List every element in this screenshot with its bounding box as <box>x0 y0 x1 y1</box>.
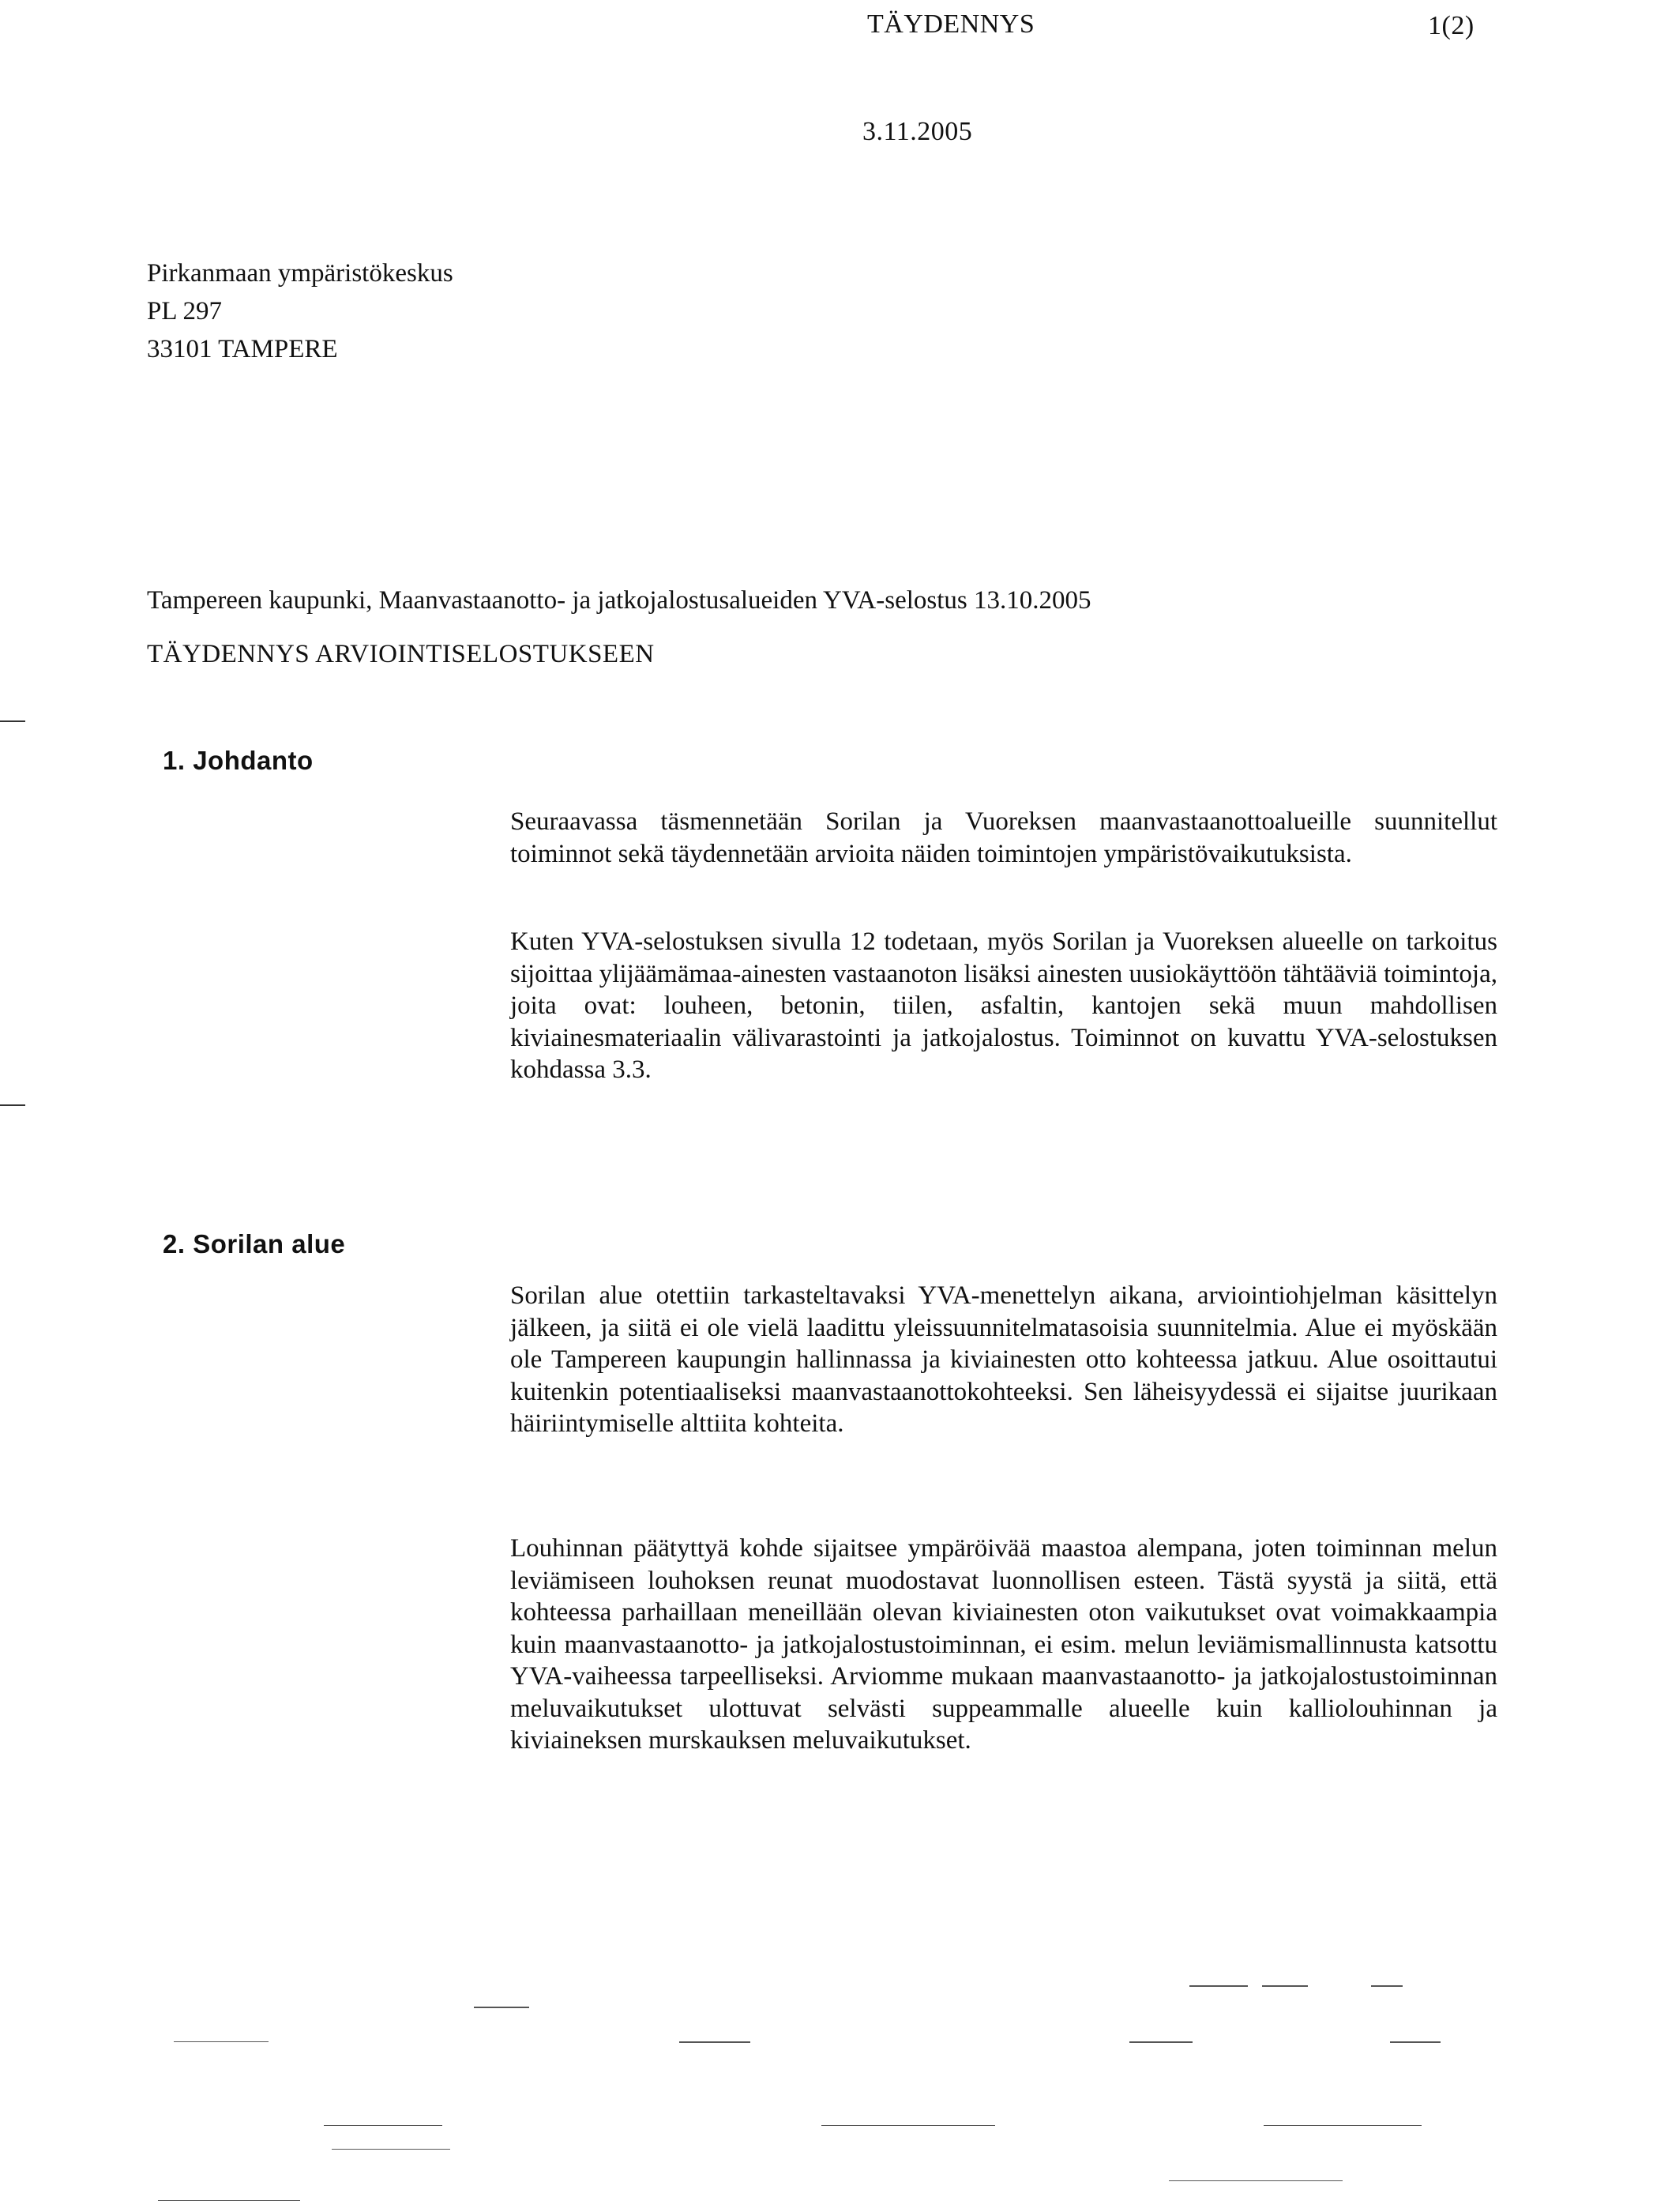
recipient-line: PL 297 <box>147 297 223 325</box>
document-date: 3.11.2005 <box>862 117 973 146</box>
footer-rule <box>1264 2125 1422 2126</box>
fold-mark <box>0 1104 25 1106</box>
section-paragraph: Louhinnan päätyttyä kohde sijaitsee ympäröivää maastoa alempana, joten toiminnan melun leviämiseen louhoksen reunat muodostavat luonnollisen esteen. Tästä syystä ja siitä, että kohteessa parhaillaan meneillään olevan kiviainesten oton vaikutukset ovat voimakkaampia kuin maanvastaanotto- ja jatkojalostustoiminnan, ei esim. melun leviämismallinnusta katsottu YVA-vaiheessa tarpeelliseksi. Arviomme mukaan maanvastaanotto- ja jatkojalostustoiminnan meluvaikutukset ulottuvat selvästi suppeammalle alueelle kuin kalliolouhinnan ja kiviaineksen murskauksen meluvaikutukset. <box>510 1534 1497 1755</box>
footer-rule <box>1390 2041 1441 2043</box>
section-paragraph: Kuten YVA-selostuksen sivulla 12 todetaan, myös Sorilan ja Vuoreksen alueelle on tarkoitus sijoittaa ylijäämämaa-ainesten vastaanoton lisäksi ainesten uusiokäyttöön tähtääviä toimintoja, joita ovat: louheen, betonin, tiilen, asfaltin, kantojen sekä muun mahdollisen kiviainesmateriaalin välivarastointi ja jatkojalostus. Toiminnot on kuvattu YVA-selostuksen kohdassa 3.3. <box>510 927 1497 1084</box>
footer-rule <box>1262 1985 1308 1987</box>
footer-rule <box>1371 1985 1403 1987</box>
recipient-address <box>147 254 453 368</box>
section-paragraph: Seuraavassa täsmennetään Sorilan ja Vuoreksen maanvastaanottoalueille suunnitellut toiminnot sekä täydennetään arvioita näiden toimintojen ympäristövaikutuksista. <box>510 807 1497 868</box>
fold-mark <box>0 720 25 722</box>
recipient-line: Pirkanmaan ympäristökeskus <box>147 259 453 288</box>
footer-rule <box>324 2125 442 2126</box>
subject-title: TÄYDENNYS ARVIOINTISELOSTUKSEEN <box>147 640 655 668</box>
footer-rule <box>679 2041 750 2043</box>
document-type: TÄYDENNYS <box>867 9 1035 39</box>
recipient-line: 33101 TAMPERE <box>147 335 338 363</box>
footer-rule <box>158 2200 300 2201</box>
footer-rule <box>1129 2041 1193 2043</box>
section-heading: 1. Johdanto <box>163 746 314 775</box>
footer-rule <box>332 2149 450 2150</box>
footer-rule <box>174 2041 269 2042</box>
section-paragraph: Sorilan alue otettiin tarkasteltavaksi YVA-menettelyn aikana, arviointiohjelman käsittelyn jälkeen, ja siitä ei ole vielä laadittu yleissuunnitelmatasoisia suunnitelmia. Alue ei myöskään ole Tampereen kaupungin hallinnassa ja kiviainesten otto kohteessa jatkuu. Alue osoittautui kuitenkin potentiaaliseksi maanvastaanottokohteeksi. Sen läheisyydessä ei sijaitse juurikaan häiriintymiselle alttiita kohteita. <box>510 1281 1497 1438</box>
footer-rule <box>474 2007 529 2008</box>
footer-rule <box>821 2125 995 2126</box>
subject-line: Tampereen kaupunki, Maanvastaanotto- ja jatkojalostusalueiden YVA-selostus 13.10.2005 <box>147 586 1091 615</box>
footer-rule <box>1169 2180 1343 2181</box>
section-heading: 2. Sorilan alue <box>163 1229 346 1258</box>
page-number: 1(2) <box>1428 11 1475 40</box>
footer-rule <box>1189 1985 1248 1987</box>
